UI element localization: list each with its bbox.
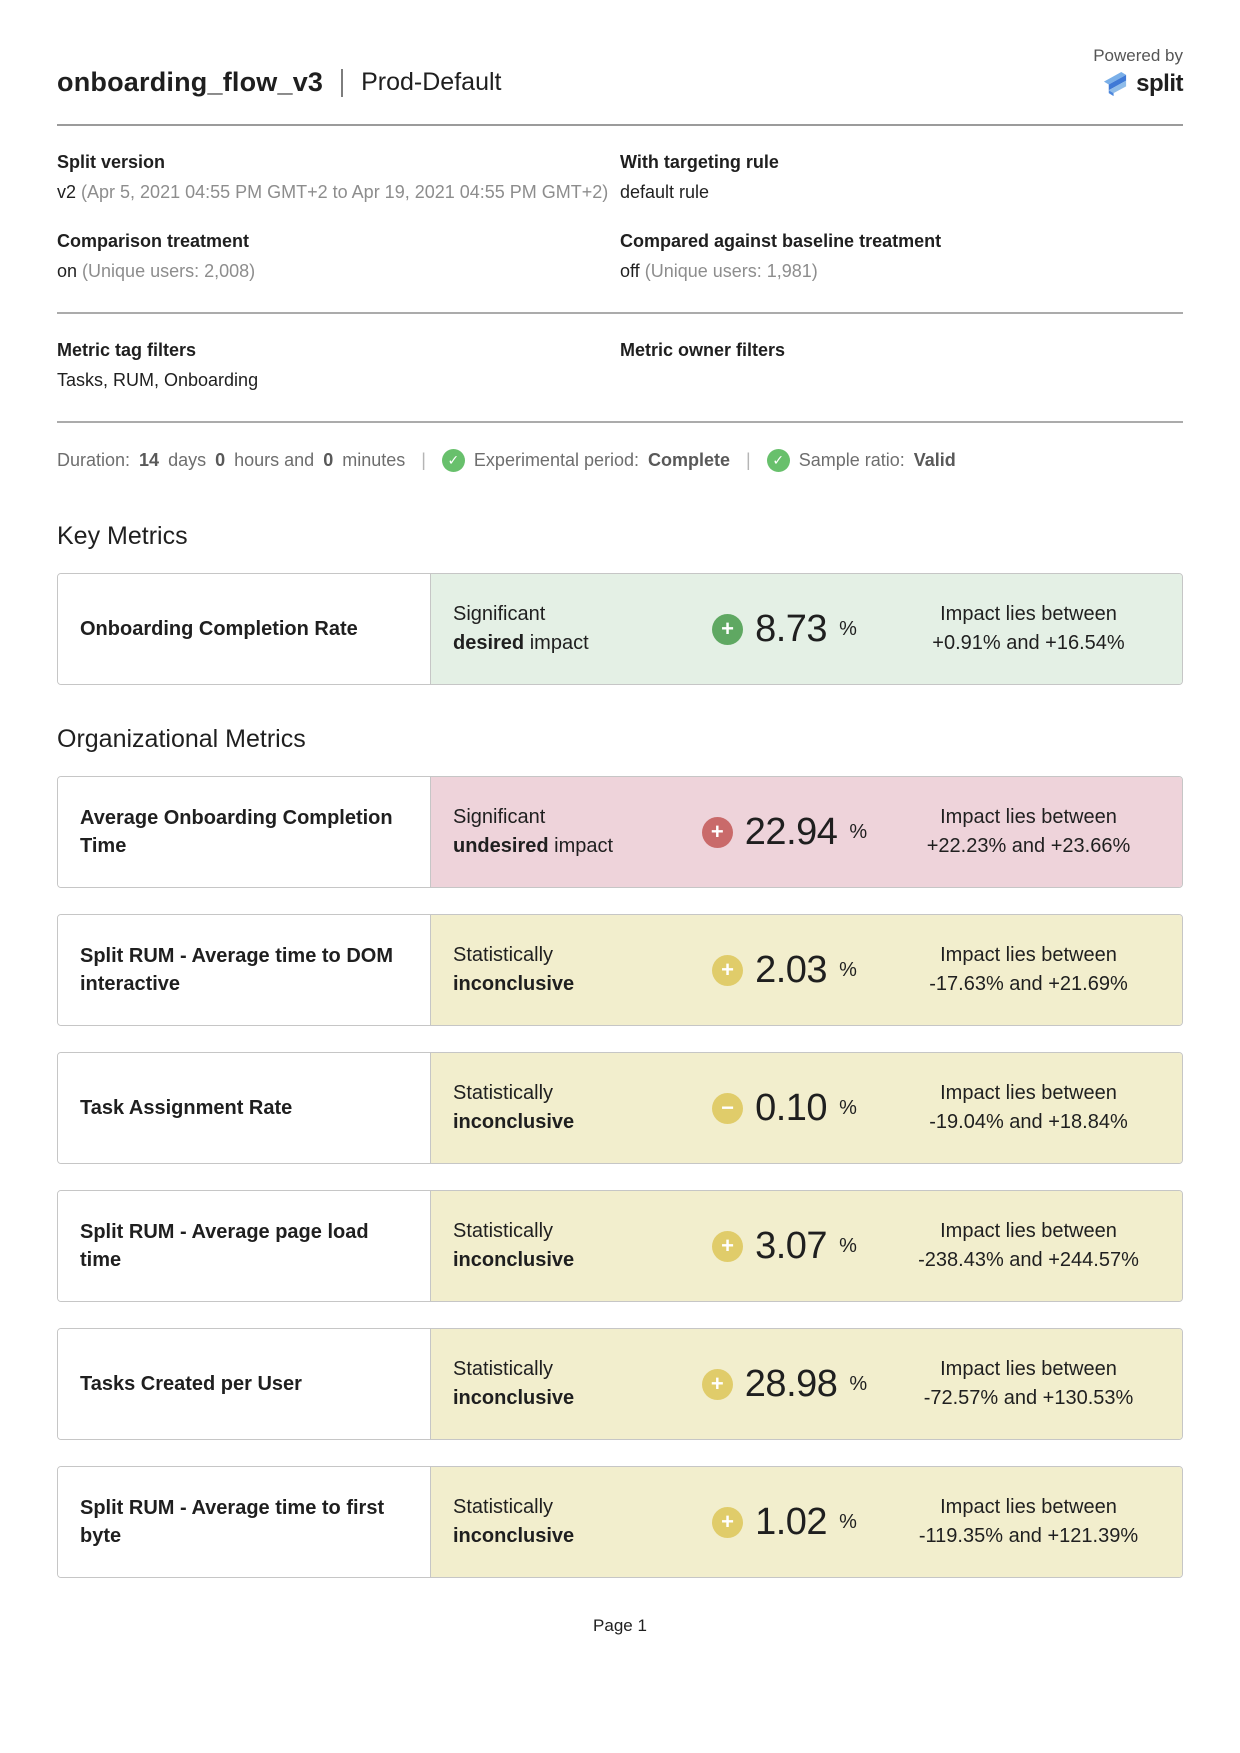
experiment-title: onboarding_flow_v3 [57, 67, 324, 97]
meta-note: (Unique users: 1,981) [644, 261, 818, 281]
impact-unit: % [849, 1372, 868, 1395]
meta-label: Comparison treatment [57, 231, 250, 251]
period-label: Experimental period: [473, 450, 640, 470]
impact-unit: % [839, 1510, 857, 1533]
metric-value-zone [668, 1087, 901, 1130]
metric-tag-filters [57, 340, 620, 391]
metric-name: Onboarding Completion Rate [58, 574, 431, 684]
metric-card [57, 914, 1183, 1026]
impact-unit: % [839, 958, 857, 981]
metric-value-zone [668, 811, 901, 854]
metric-name: Split RUM - Average page load time [58, 1191, 431, 1301]
powered-by-label: Powered by [1093, 46, 1183, 65]
impact-value: 0.10 [755, 1086, 828, 1129]
report-header [57, 46, 1183, 98]
title-group [57, 67, 501, 98]
impact-value: 8.73 [755, 607, 828, 650]
metric-owner-filters [620, 340, 1183, 391]
duration-minutes-word: minutes [342, 450, 406, 470]
meta-note: (Apr 5, 2021 04:55 PM GMT+2 to Apr 19, 2021 04:55 PM GMT+2) [81, 182, 609, 202]
sample-ratio-value: Valid [913, 450, 956, 470]
meta-targeting-rule [620, 152, 1183, 203]
duration-days-word: days [168, 450, 207, 470]
impact-range: Impact lies between -119.35% and +121.39% [918, 1496, 1139, 1547]
metric-value-zone [668, 1363, 901, 1406]
meta-note: (Unique users: 2,008) [82, 261, 256, 281]
impact-range: Impact lies between -72.57% and +130.53% [923, 1358, 1134, 1409]
metric-card [57, 1328, 1183, 1440]
metric-status: Statistically inconclusive [453, 1496, 575, 1547]
impact-value: 28.98 [744, 1362, 838, 1405]
meta-value: Tasks, RUM, Onboarding [57, 370, 259, 390]
meta-value: default rule [620, 182, 710, 202]
meta-label: Split version [57, 152, 166, 172]
metric-value-zone [668, 1225, 901, 1268]
metric-name: Tasks Created per User [58, 1329, 431, 1439]
meta-section [57, 126, 1183, 312]
plus-icon: + [702, 1369, 733, 1400]
metric-status: Statistically inconclusive [453, 1220, 575, 1271]
separator: | [746, 450, 751, 470]
brand-name: split [1136, 70, 1183, 97]
check-icon: ✓ [442, 449, 465, 472]
environment-name: Prod-Default [361, 68, 502, 96]
impact-unit: % [849, 820, 868, 843]
plus-icon: + [712, 1231, 743, 1262]
plus-icon: + [702, 817, 733, 848]
impact-range: Impact lies between +22.23% and +23.66% [926, 806, 1131, 857]
metric-status: Statistically inconclusive [453, 944, 575, 995]
separator: | [421, 450, 426, 470]
impact-value: 2.03 [755, 948, 828, 991]
metric-name: Split RUM - Average time to DOM interactive [58, 915, 431, 1025]
impact-value: 3.07 [755, 1224, 828, 1267]
metric-card [57, 573, 1183, 685]
meta-label: Metric tag filters [57, 340, 197, 360]
impact-range: Impact lies between -238.43% and +244.57% [918, 1220, 1139, 1271]
duration-label: Duration: [57, 450, 131, 470]
duration-hours: 0 [215, 450, 226, 470]
meta-comparison-treatment [57, 231, 620, 282]
impact-range: Impact lies between -19.04% and +18.84% [929, 1082, 1128, 1133]
metric-card [57, 1052, 1183, 1164]
metric-value-zone [668, 949, 901, 992]
metric-name: Task Assignment Rate [58, 1053, 431, 1163]
impact-unit: % [839, 617, 857, 640]
key-metrics-heading: Key Metrics [57, 522, 188, 550]
brand-row [1093, 70, 1183, 98]
duration-hours-word: hours and [234, 450, 315, 470]
meta-value: v2 [57, 182, 77, 202]
meta-label: With targeting rule [620, 152, 779, 172]
branding [1093, 46, 1183, 98]
impact-unit: % [839, 1234, 857, 1257]
split-logo-icon [1102, 71, 1129, 98]
meta-value: off [620, 261, 640, 281]
metric-card [57, 776, 1183, 888]
experiment-summary-row [57, 423, 1183, 482]
meta-split-version [57, 152, 620, 203]
period-value: Complete [648, 450, 731, 470]
meta-label: Compared against baseline treatment [620, 231, 942, 251]
plus-icon: + [712, 1507, 743, 1538]
meta-label: Metric owner filters [620, 340, 786, 360]
org-metrics-heading: Organizational Metrics [57, 725, 306, 753]
metric-value-zone [668, 608, 901, 651]
check-icon: ✓ [767, 449, 790, 472]
metric-status: Significant desired impact [453, 603, 589, 654]
impact-value: 1.02 [755, 1500, 828, 1543]
metric-card [57, 1466, 1183, 1578]
page-number: Page 1 [593, 1616, 647, 1635]
duration-days: 14 [139, 450, 160, 470]
meta-baseline-treatment [620, 231, 1183, 282]
impact-range: Impact lies between -17.63% and +21.69% [929, 944, 1128, 995]
filters-section [57, 314, 1183, 421]
impact-value: 22.94 [744, 810, 838, 853]
meta-value: on [57, 261, 78, 281]
impact-range: Impact lies between +0.91% and +16.54% [932, 603, 1125, 654]
metric-card [57, 1190, 1183, 1302]
minus-icon: − [712, 1093, 743, 1124]
metric-status: Statistically inconclusive [453, 1082, 575, 1133]
plus-icon: + [712, 955, 743, 986]
plus-icon: + [712, 614, 743, 645]
metric-name: Split RUM - Average time to first byte [58, 1467, 431, 1577]
metric-value-zone [668, 1501, 901, 1544]
metric-name: Average Onboarding Completion Time [58, 777, 431, 887]
sample-ratio-label: Sample ratio: [798, 450, 905, 470]
metric-status: Significant undesired impact [453, 806, 614, 857]
title-divider [341, 69, 343, 97]
duration-minutes: 0 [323, 450, 334, 470]
impact-unit: % [839, 1096, 857, 1119]
metric-status: Statistically inconclusive [453, 1358, 575, 1409]
